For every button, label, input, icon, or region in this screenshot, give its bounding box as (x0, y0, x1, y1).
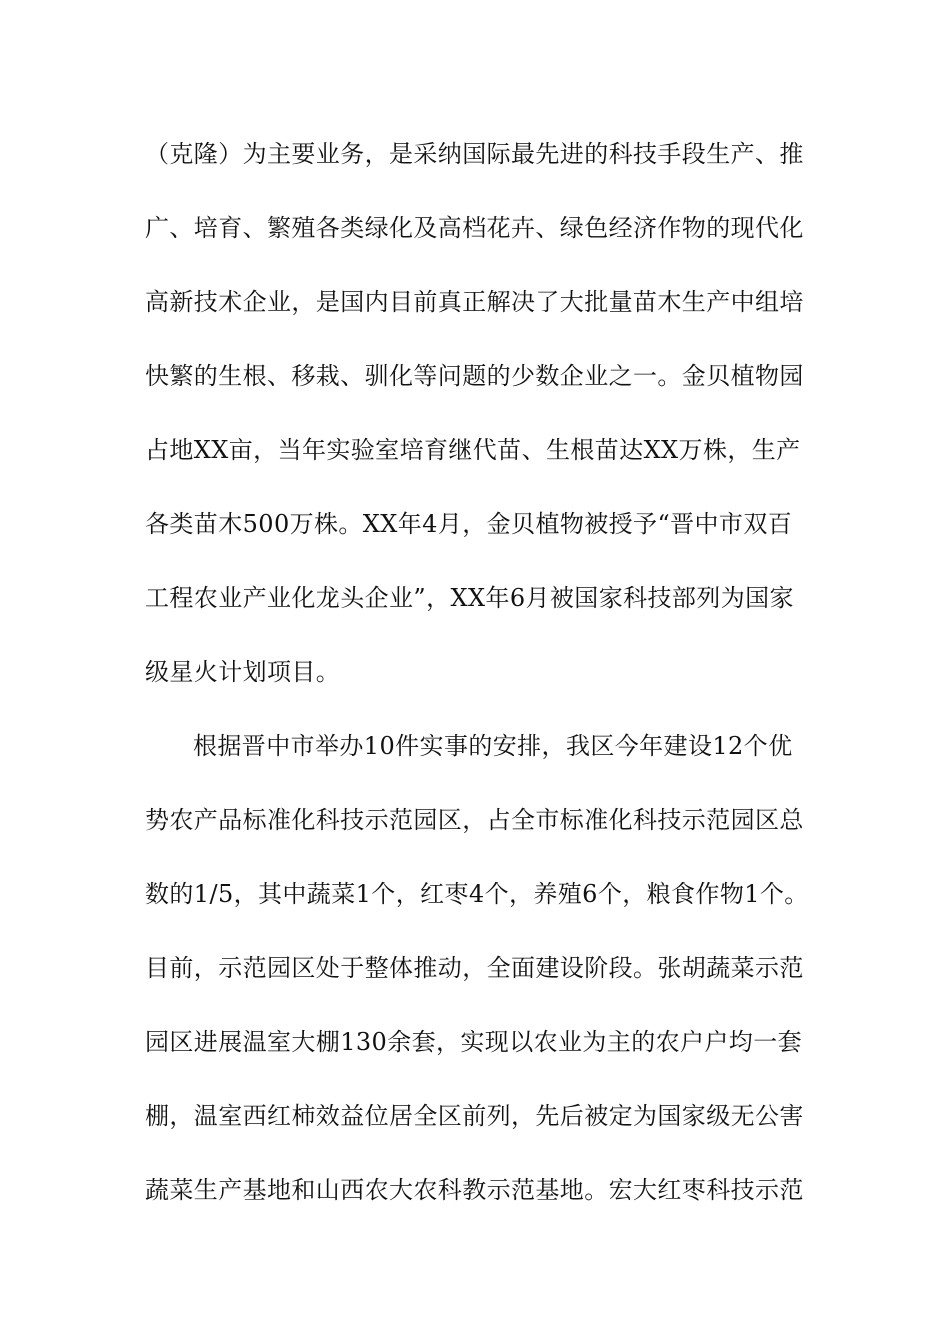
text-line: （克隆）为主要业务，是采纳国际最先进的科技手段生产、推 (145, 140, 804, 168)
text-line: 占地XX亩，当年实验室培育继代苗、生根苗达XX万株，生产 (145, 436, 801, 464)
text-line: 工程农业产业化龙头企业”，XX年6月被国家科技部列为国家 (145, 584, 794, 612)
text-line: 各类苗木500万株。XX年4月，金贝植物被授予“晋中市双百 (145, 510, 793, 538)
paragraph-2 (145, 727, 810, 1245)
text-line: 蔬菜生产基地和山西农大农科教示范基地。宏大红枣科技示范 (145, 1176, 804, 1204)
text-line: 广、培育、繁殖各类绿化及高档花卉、绿色经济作物的现代化 (145, 214, 804, 242)
text-line: 园区进展温室大棚130余套，实现以农业为主的农户户均一套 (145, 1028, 803, 1056)
text-line: 高新技术企业，是国内目前真正解决了大批量苗木生产中组培 (145, 288, 804, 316)
text-line: 快繁的生根、移栽、驯化等问题的少数企业之一。金贝植物园 (145, 362, 804, 390)
text-line: 数的1/5，其中蔬菜1个，红枣4个，养殖6个，粮食作物1个。 (145, 880, 809, 908)
text-line: 级星火计划项目。 (145, 658, 341, 686)
text-line: 势农产品标准化科技示范园区，占全市标准化科技示范园区总 (145, 806, 804, 834)
body-text (145, 135, 810, 1245)
text-line: 目前，示范园区处于整体推动，全面建设阶段。张胡蔬菜示范 (145, 954, 804, 982)
paragraph-1 (145, 135, 810, 727)
text-line: 棚，温室西红柿效益位居全区前列，先后被定为国家级无公害 (145, 1102, 804, 1130)
text-line: 根据晋中市举办10件实事的安排，我区今年建设12个优 (193, 732, 793, 760)
